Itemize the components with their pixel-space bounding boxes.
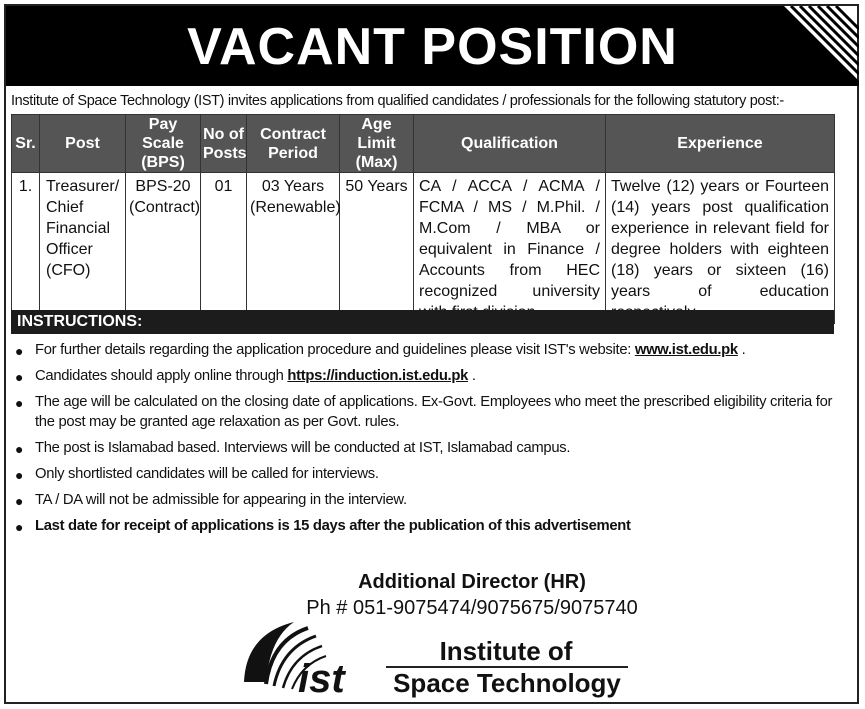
list-item xyxy=(14,516,844,536)
bullet-icon: ● xyxy=(15,493,24,509)
ist-logo-icon xyxy=(236,616,371,696)
cell-post-line: Chief xyxy=(46,199,84,216)
instruction-text: Last date for receipt of applications is 15 days after the publication of this advertisement xyxy=(35,518,631,534)
list-item xyxy=(14,340,844,360)
header-banner xyxy=(6,6,859,86)
col-header-age-line1: Age Limit xyxy=(357,116,396,152)
instruction-text: Only shortlisted candidates will be called for interviews. xyxy=(35,466,379,482)
col-header-pay-scale-line2: (BPS) xyxy=(141,154,185,171)
instructions-list xyxy=(14,340,844,542)
cell-age: 50 Years xyxy=(340,173,414,324)
col-header-age xyxy=(340,115,414,173)
col-header-posts-line1: No of xyxy=(203,125,244,143)
signatory-title: Additional Director (HR) xyxy=(358,571,586,593)
signatory-phone: Ph # 051-9075474/9075675/9075740 xyxy=(306,597,638,619)
col-header-age-line2: (Max) xyxy=(355,154,398,171)
col-header-pay-scale-line1: Pay Scale xyxy=(142,116,184,152)
cell-post-line: Treasurer/ xyxy=(46,178,120,195)
list-item xyxy=(14,464,844,484)
cell-pay-scale-line: (Contract) xyxy=(129,199,201,216)
intro-text: Institute of Space Technology (IST) invites applications from qualified candidates / professionals for the following statutory post:- xyxy=(11,93,784,109)
col-header-posts xyxy=(201,115,247,173)
col-header-contract-line2: Period xyxy=(268,144,318,162)
col-header-post: Post xyxy=(40,115,126,173)
instruction-text: The age will be calculated on the closing date of applications. Ex-Govt. Employees who meet the prescribed eligibility criteria for the post may be granted age relaxation as per Govt. rules. xyxy=(35,394,833,430)
logo-text: ist xyxy=(298,657,345,696)
table-row xyxy=(12,173,835,324)
col-header-qualification: Qualification xyxy=(414,115,606,173)
cell-contract xyxy=(247,173,340,324)
cell-post xyxy=(40,173,126,324)
org-name-line2: Space Technology xyxy=(393,668,621,698)
bullet-icon: ● xyxy=(15,343,24,359)
cell-post-line: (CFO) xyxy=(46,262,91,279)
cell-qualification: CA / ACCA / ACMA / FCMA / MS / M.Phil. / M.Com / MBA or equivalent in Finance / Accounts from HEC recognized university xyxy=(414,173,606,324)
instruction-suffix: . xyxy=(468,368,476,384)
page-title: VACANT POSITION xyxy=(187,18,678,76)
list-item xyxy=(14,490,844,510)
col-header-contract xyxy=(247,115,340,173)
cell-pay-scale-line: BPS-20 xyxy=(135,178,191,195)
instruction-text: The post is Islamabad based. Interviews will be conducted at IST, Islamabad campus. xyxy=(35,440,571,456)
website-link[interactable]: www.ist.edu.pk xyxy=(634,342,738,358)
bullet-icon: ● xyxy=(15,441,24,457)
list-item xyxy=(14,366,844,386)
instruction-text: Candidates should apply online through xyxy=(35,368,288,384)
cell-posts: 01 xyxy=(201,173,247,324)
cell-sr: 1. xyxy=(12,173,40,324)
apply-online-link[interactable]: https://induction.ist.edu.pk xyxy=(287,368,469,384)
cell-experience: Twelve (12) years or Fourteen (14) years post qualification experience in relevant field for degree holders with eighteen (18) years or sixteen (16) years of education xyxy=(606,173,835,324)
vacancy-table xyxy=(11,114,835,324)
bullet-icon: ● xyxy=(15,467,24,483)
cell-contract-line: 03 Years xyxy=(261,178,325,195)
table-header-row xyxy=(12,115,835,173)
bullet-icon: ● xyxy=(15,369,24,385)
instruction-text: For further details regarding the application procedure and guidelines please visit IST's website: xyxy=(35,342,635,358)
list-item xyxy=(14,392,844,432)
col-header-contract-line1: Contract xyxy=(260,125,326,143)
col-header-sr: Sr. xyxy=(12,115,40,173)
cell-post-line: Officer xyxy=(46,241,93,258)
instructions-heading: INSTRUCTIONS: xyxy=(11,310,834,334)
org-name-line1: Institute of xyxy=(439,636,573,666)
list-item xyxy=(14,438,844,458)
bullet-icon: ● xyxy=(15,395,24,411)
cell-post-line: Financial xyxy=(46,220,111,237)
cell-pay-scale xyxy=(126,173,201,324)
instruction-text: TA / DA will not be admissible for appearing in the interview. xyxy=(35,492,407,508)
col-header-posts-line2: Posts xyxy=(203,144,247,162)
col-header-pay-scale xyxy=(126,115,201,173)
bullet-icon: ● xyxy=(15,519,24,535)
col-header-experience: Experience xyxy=(606,115,835,173)
cell-contract-line: (Renewable) xyxy=(250,199,341,216)
instruction-suffix: . xyxy=(737,342,746,358)
